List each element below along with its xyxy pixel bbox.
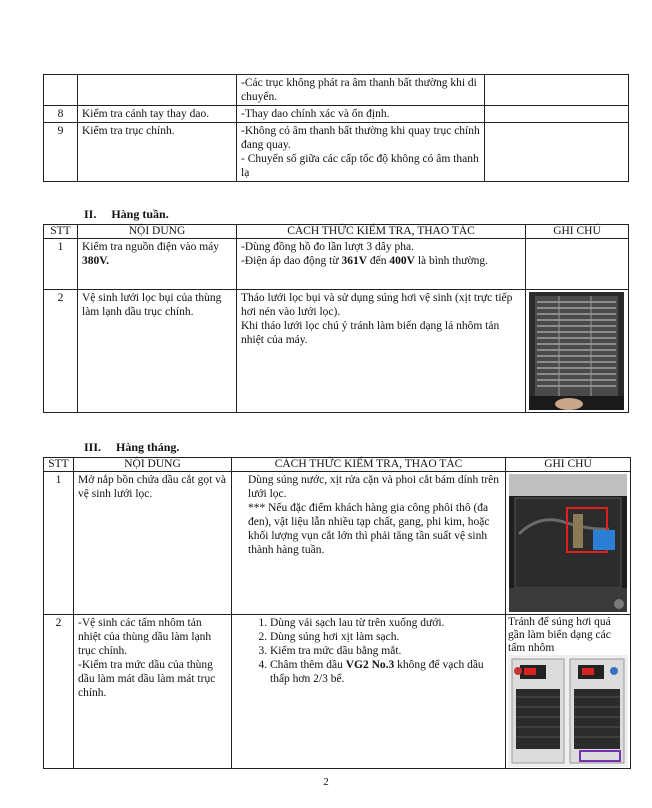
header-method: CÁCH THỨC KIỂM TRA, THAO TÁC [237, 225, 526, 239]
section-heading-monthly: III. Hàng tháng. [84, 440, 180, 454]
page-number: 2 [323, 776, 329, 788]
stt-cell [44, 75, 78, 106]
header-stt: STT [44, 225, 78, 239]
content-cell: Kiểm tra trục chính. [78, 123, 237, 182]
table-row [44, 239, 629, 290]
note-cell [485, 123, 629, 182]
method-cell: -Thay dao chính xác và ổn định. [237, 106, 485, 123]
note-cell [485, 106, 629, 123]
section-heading-weekly: II. Hàng tuần. [84, 207, 169, 221]
note-cell [526, 290, 629, 413]
table-header-row [44, 458, 631, 472]
steps-list [236, 616, 501, 686]
table-row [44, 615, 631, 769]
stt-cell: 1 [44, 239, 78, 290]
content-cell [78, 75, 237, 106]
method-cell: -Các trục không phát ra âm thanh bất thường khi di chuyển. [237, 75, 485, 106]
header-content: NỘI DUNG [74, 458, 232, 472]
header-stt: STT [44, 458, 74, 472]
table-row [44, 290, 629, 413]
coolant-tank-photo [509, 474, 627, 612]
content-cell: Kiểm tra nguồn điện vào máy 380V. [78, 239, 237, 290]
note-text: Tránh để súng hơi quá gần làm biến dạng các tấm nhôm [508, 616, 611, 654]
weekly-table [43, 224, 629, 413]
note-cell [506, 472, 631, 615]
list-item: 3. Kiểm tra mức dầu bằng mắt. [270, 644, 501, 658]
table-row [44, 106, 629, 123]
stt-cell: 9 [44, 123, 78, 182]
content-cell: Kiểm tra cánh tay thay dao. [78, 106, 237, 123]
maintenance-table-continued [43, 74, 629, 182]
dust-filter-photo [529, 292, 624, 410]
content-cell: -Vệ sinh các tấm nhôm tản nhiệt của thùng dầu làm lạnh trục chính. -Kiểm tra mức dầu của thùng dầu làm mát dầu làm mát trục chính. [74, 615, 232, 769]
header-note: GHI CHÚ [506, 458, 631, 472]
table-header-row [44, 225, 629, 239]
stt-cell: 2 [44, 290, 78, 413]
method-cell: Dùng súng nước, xịt rửa cặn và phoi cắt bám dính trên lưới lọc. *** Nếu đặc điểm khách hàng gia công phôi thô (đa đen), vật liệu lẫn nhiều tạp chất, gang, phi kim, hoặc khối lượng vụn cắt lớn thì phải tăng tần suất vệ sinh thành hàng tuần. [232, 472, 506, 615]
content-cell: Vệ sinh lưới lọc bụi của thùng làm lạnh dầu trục chính. [78, 290, 237, 413]
list-item: 4. Châm thêm dầu VG2 No.3 không để vạch dầu thấp hơn 2/3 bể. [270, 658, 501, 686]
stt-cell: 8 [44, 106, 78, 123]
oil-cooler-photo [508, 655, 628, 767]
method-cell: -Không có âm thanh bất thường khi quay trục chính đang quay. - Chuyển số giữa các cấp tốc độ không có âm thanh lạ [237, 123, 485, 182]
table-row [44, 123, 629, 182]
table-row [44, 75, 629, 106]
monthly-table [43, 457, 631, 769]
stt-cell: 2 [44, 615, 74, 769]
list-item: 2. Dùng súng hơi xịt làm sạch. [270, 630, 501, 644]
method-cell [232, 615, 506, 769]
table-row [44, 472, 631, 615]
method-cell: Tháo lưới lọc bụi và sử dụng súng hơi vệ sinh (xịt trực tiếp hơi nén vào lưới lọc). Khi tháo lưới lọc chú ý tránh làm biến dạng lá nhôm tản nhiệt của máy. [237, 290, 526, 413]
header-content: NỘI DUNG [78, 225, 237, 239]
note-cell [506, 615, 631, 769]
header-note: GHI CHÚ [526, 225, 629, 239]
header-method: CÁCH THỨC KIỂM TRA, THAO TÁC [232, 458, 506, 472]
note-cell [526, 239, 629, 290]
note-cell [485, 75, 629, 106]
list-item: 1. Dùng vải sạch lau từ trên xuống dưới. [270, 616, 501, 630]
stt-cell: 1 [44, 472, 74, 615]
content-cell: Mở nắp bồn chứa dầu cắt gọt và vệ sinh lưới lọc. [74, 472, 232, 615]
method-cell: -Dùng đồng hồ đo lần lượt 3 dây pha. -Điện áp dao động từ 361V đến 400V là bình thường. [237, 239, 526, 290]
